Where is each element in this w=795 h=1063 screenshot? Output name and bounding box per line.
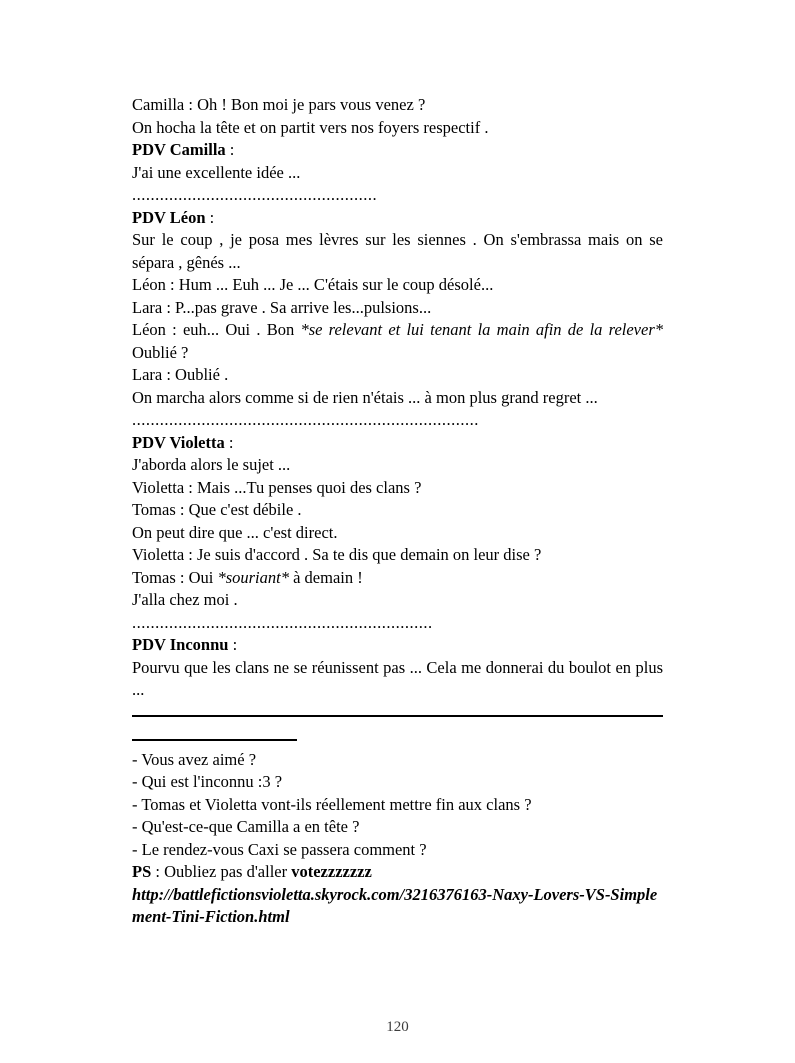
footnote-question-3: - Tomas et Violetta vont-ils réellement mettre fin aux clans ? — [132, 794, 532, 814]
pdv-heading-inconnu-colon: : — [228, 635, 238, 654]
stage-direction-souriant: *souriant* — [217, 567, 289, 587]
dialogue-line-tomas-oui — [132, 567, 663, 590]
ps-note — [132, 861, 663, 884]
pdv-heading-camilla-title: PDV Camilla — [132, 140, 226, 159]
dialogue-line-lara-grave: Lara : P...pas grave . Sa arrive les...pulsions... — [132, 297, 432, 317]
dialogue-line-camilla: Camilla : Oh ! Bon moi je pars vous venez ? — [132, 95, 426, 114]
footnote-question-4: - Qu'est-ce-que Camilla a en tête ? — [132, 817, 360, 836]
divider-line-short — [132, 739, 297, 741]
narration-line-pourvu-2: ... — [132, 680, 145, 699]
pdv-heading-leon-colon: : — [205, 207, 215, 227]
dialogue-leon-euh-text: Léon : euh... Oui . Bon — [132, 320, 301, 339]
pdv-heading-violetta — [132, 432, 663, 455]
dialogue-tomas-oui-text: Tomas : Oui — [132, 567, 218, 587]
pdv-heading-violetta-colon: : — [224, 432, 234, 452]
ps-vote-word: votezzzzzzz — [291, 862, 372, 881]
narration-line-marcha: On marcha alors comme si de rien n'étais ... à mon plus grand regret ... — [132, 387, 598, 407]
dialogue-tomas-oui-after: à demain ! — [288, 567, 363, 587]
page-number: 120 — [386, 1019, 409, 1035]
separator-dots-3: ................................................................. — [132, 612, 433, 632]
dialogue-line-violetta-accord: Violetta : Je suis d'accord . Sa te dis que demain on leur dise ? — [132, 545, 542, 564]
pdv-heading-inconnu — [132, 634, 663, 657]
pdv-heading-camilla — [132, 139, 663, 162]
dialogue-line-violetta-clans: Violetta : Mais ...Tu penses quoi des clans ? — [132, 477, 422, 497]
pdv-heading-leon-title: PDV Léon — [132, 207, 206, 227]
dialogue-line-tomas-debile: Tomas : Que c'est débile . — [132, 500, 302, 519]
pdv-heading-violetta-title: PDV Violetta — [132, 432, 225, 452]
narration-line-alla: J'alla chez moi . — [132, 590, 238, 609]
dialogue-line-leon-hum: Léon : Hum ... Euh ... Je ... C'étais sur le coup désolé... — [132, 275, 494, 294]
footnote-question-2: - Qui est l'inconnu :3 ? — [132, 772, 283, 791]
narration-line-baiser-1: Sur le coup , je posa mes lèvres sur les siennes . On s'embrassa mais on se — [132, 230, 663, 249]
ps-label: PS — [132, 862, 152, 881]
separator-dots-1: ..................................................... — [132, 185, 378, 204]
narration-line-idee: J'ai une excellente idée ... — [132, 162, 301, 182]
fiction-url-line-1: http://battlefictionsvioletta.skyrock.com/3216376163-Naxy-Lovers-VS-Simple — [132, 884, 658, 904]
pdv-heading-leon — [132, 207, 663, 230]
stage-direction-relever: *se relevant et lui tenant la main afin de la relever* — [300, 320, 663, 339]
separator-dots-2: ........................................................................... — [132, 410, 479, 429]
divider-line-long — [132, 715, 663, 717]
ps-text: : Oubliez pas d'aller — [151, 862, 292, 881]
narration-line-aborda: J'aborda alors le sujet ... — [132, 455, 291, 474]
pdv-heading-inconnu-title: PDV Inconnu — [132, 635, 229, 654]
pdv-heading-camilla-colon: : — [225, 140, 235, 159]
narration-line-hocha: On hocha la tête et on partit vers nos foyers respectif . — [132, 117, 489, 137]
narration-line-direct: On peut dire que ... c'est direct. — [132, 522, 338, 542]
footnote-question-1: - Vous avez aimé ? — [132, 749, 257, 769]
dialogue-line-oublie-q: Oublié ? — [132, 342, 189, 362]
narration-line-pourvu-1: Pourvu que les clans ne se réunissent pas ... Cela me donnerai du boulot en plus — [132, 657, 663, 677]
fiction-url-line-2: ment-Tini-Fiction.html — [132, 907, 290, 926]
footnote-question-5: - Le rendez-vous Caxi se passera comment ? — [132, 839, 427, 859]
narration-line-baiser-2: sépara , gênés ... — [132, 252, 241, 272]
dialogue-line-leon-euh — [132, 319, 663, 342]
dialogue-line-lara-oublie: Lara : Oublié . — [132, 365, 229, 384]
